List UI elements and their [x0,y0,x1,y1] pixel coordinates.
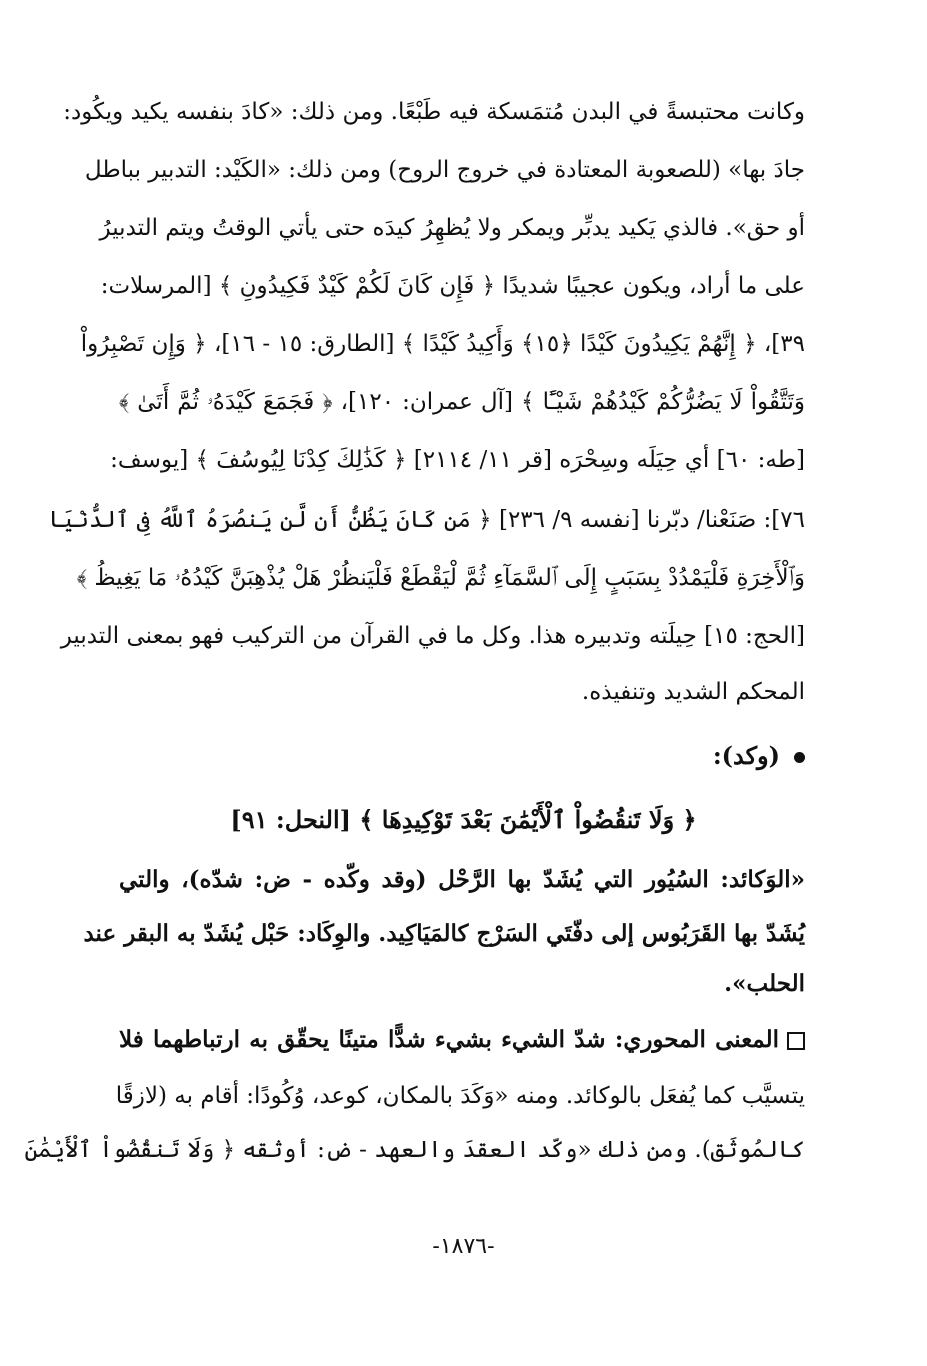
section-heading [119,736,805,776]
bullet-icon [794,752,805,763]
paragraph-line: أو حق». فالذي يَكيد يدبِّر ويمكر ولا يُظهِرُ كيدَه حتى يأتي الوقتُ ويتم التدبيرُ [99,215,805,241]
core-meaning-line: يتسيَّب كما يُفعَل بالوكائد. ومنه «وَكَدَ بالمكان، كوعد، وُكُودًا: أقام به (لازقًا [115,1083,805,1109]
definition-line: يُشَدّ بها القَرَبُوس إلى دفّتَي السَرْج كالمَيَاكِيد. والوِكَاد: حَبْل يُشَدّ به البقر عند [83,920,805,947]
checkbox-square-icon [787,1032,805,1050]
definition-line: الحلب». [724,970,805,997]
paragraph-line: وكانت محتبسةً في البدن مُتمَسكة فيه طَبْعًا. ومن ذلك: «كادَ بنفسه يكيد ويكُود: [63,99,805,125]
paragraph-line: [الحج: ١٥] حِيلَته وتدبيره هذا. وكل ما في القرآن من التركيب فهو بمعنى التدبير [60,623,805,649]
core-meaning-line [119,1020,805,1060]
quran-verse: ﴿ وَلَا تَنقُضُواْ ٱلْأَيْمَٰنَ بَعْدَ تَوْكِيدِهَا ﴾ [النحل: ٩١] [230,805,697,834]
section-heading-text: (وكد): [712,741,780,770]
paragraph-line: على ما أراد، ويكون عجيبًا شديدًا ﴿ فَإِن كَانَ لَكُمْ كَيْدٌ فَكِيدُونِ ﴾ [المرسلات: [100,273,805,299]
paragraph-line: [طه: ٦٠] أي حِيَلَه وسِحْرَه [قر ١١/ ٢١١٤] ﴿ كَذَٰلِكَ كِدْنَا لِيُوسُفَ ﴾ [يوسف: [110,447,805,473]
page-number: -١٨٧٦- [432,1234,495,1259]
paragraph-line: ٧٦]: صَنَعْنا/ دبّرنا [نفسه ٩/ ٢٣٦] ﴿ مَن كَانَ يَظُنُّ أَن لَّن يَنصُرَهُ ٱللَّهُ فِى ٱلدُّنْيَا [48,507,805,533]
paragraph-line: وَٱلْأَخِرَةِ فَلْيَمْدُدْ بِسَبَبٍ إِلَى ٱلسَّمَآءِ ثُمَّ لْيَقْطَعْ فَلْيَنظُرْ هَلْ يُذْهِبَنَّ كَيْدُهُۥ مَا يَغِيظُ ﴾ [76,565,805,591]
core-meaning-text: المعنى المحوري: شدّ الشيء بشيء شدًّا متينًا يحقّق به ارتباطهما فلا [119,1026,779,1053]
core-meaning-line: كالمُوثَق). ومن ذلك «وكّد العقدَ والعهد - ض: أوثقه ﴿ وَلَا تَنقُضُواْ ٱلْأَيْمَٰنَ [24,1137,805,1163]
paragraph-line: جادَ بها» (للصعوبة المعتادة في خروج الروح) ومن ذلك: «الكَيْد: التدبير بباطل [84,157,805,183]
definition-line: «الوَكائد: السُيُور التي يُشَدّ بها الرَّحْل (وقد وكّده - ض: شدّه)، والتي [119,866,805,893]
paragraph-line: وَتَتَّقُواْ لَا يَضُرُّكُمْ كَيْدُهُمْ شَيْـًٔا ﴾ [آل عمران: ١٢٠]، ﴿ فَجَمَعَ كَيْدَهُۥ ثُمَّ أَتَىٰ ﴾ [119,389,805,415]
paragraph-line: ٣٩]، ﴿ إِنَّهُمْ يَكِيدُونَ كَيْدًا ﴿١٥﴾ وَأَكِيدُ كَيْدًا ﴾ [الطارق: ١٥ - ١٦]، ﴿ وَإِن تَصْبِرُواْ [80,331,805,357]
paragraph-line: المحكم الشديد وتنفيذه. [581,679,805,705]
